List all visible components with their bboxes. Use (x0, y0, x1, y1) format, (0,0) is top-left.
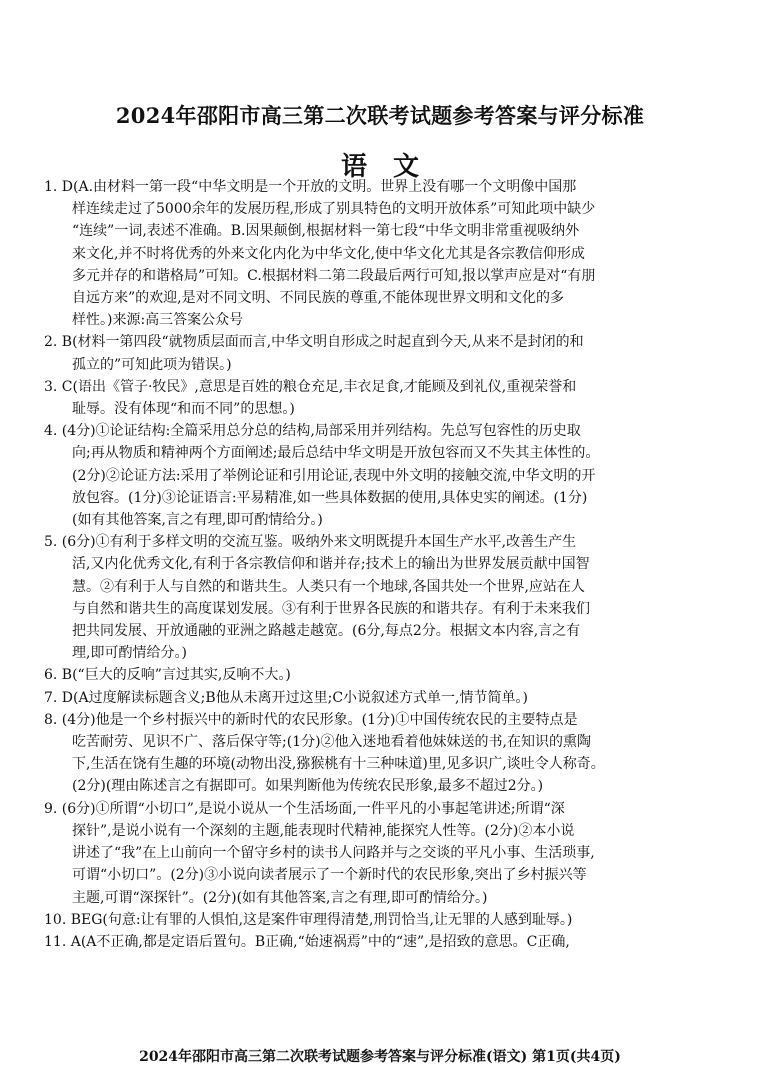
answer-line: 自远方来”的欢迎,是对不同文明、不同民族的尊重,不能体现世界文明和文化的多 (72, 290, 565, 307)
answer-line: 3. C(语出《管子·牧民》,意思是百姓的粮仓充足,丰衣足食,才能顾及到礼仪,重视荣誉和 (44, 378, 577, 395)
answer-line: 吃苦耐劳、见识不广、落后保守等;(1分)②他入迷地看着他妹妹送的书,在知识的熏陶 (72, 734, 591, 751)
answer-line: 可谓“小切口”。(2分)③小说向读者展示了一个新时代的农民形象,突出了乡村振兴等 (72, 867, 587, 884)
answer-item (44, 931, 688, 953)
answer-item (44, 331, 688, 375)
answer-line: (2分)②论证方法:采用了举例论证和引用论证,表现中外文明的接触交流,中华文明的开 (72, 467, 596, 484)
answer-line: 慧。②有利于人与自然的和谐共生。人类只有一个地球,各国共处一个世界,应站在人 (72, 578, 585, 595)
answer-item (44, 909, 688, 931)
answer-item (44, 687, 688, 709)
answer-line: 7. D(A过度解读标题含义;B他从未离开过这里;C小说叙述方式单一,情节简单。) (44, 689, 528, 706)
answer-item (44, 798, 688, 909)
answer-line: 讲述了“我”在上山前向一个留守乡村的读书人问路并与之交谈的平凡小事、生活琐事, (72, 845, 595, 862)
answer-line: 孤立的”可知此项为错误。) (72, 356, 232, 373)
answer-line: 样连续走过了5000余年的发展历程,形成了别具特色的文明开放体系”可知此项中缺少 (72, 201, 596, 218)
answer-line: 向;再从物质和精神两个方面阐述;最后总结中华文明是开放包容而又不失其主体性的。 (72, 445, 600, 462)
answer-line: 来文化,并不时将优秀的外来文化内化为中华文化,使中华文化尤其是各宗教信仰形成 (72, 245, 585, 262)
answer-line: 2. B(材料一第四段“就物质层面而言,中华文明自形成之时起直到今天,从来不是封闭的和 (44, 334, 584, 351)
answer-line: 探针”,是说小说有一个深刻的主题,能表现时代精神,能探究人性等。(2分)②本小说 (72, 822, 575, 839)
subject-heading: 语文 (340, 152, 445, 182)
answer-line: 下,生活在饶有生趣的环境(动物出没,猕猴桃有十三种味道)里,见多识广,谈吐令人称奇。 (72, 756, 605, 773)
answer-item (44, 531, 688, 664)
answer-item (44, 176, 688, 331)
answer-line: 4. (4分)①论证结构:全篇采用总分总的结构,局部采用并列结构。先总写包容性的历史取 (44, 423, 581, 440)
answer-item (44, 376, 688, 420)
answer-line: (2分)(理由陈述言之有据即可。如果判断他为传统农民形象,最多不超过2分。) (72, 778, 544, 795)
answer-line: “连续”一词,表述不准确。B.因果颠倒,根据材料一第七段“中华文明非常重视吸纳外 (72, 223, 580, 240)
answer-line: 5. (6分)①有利于多样文明的交流互鉴。吸纳外来文明既提升本国生产水平,改善生产生 (44, 534, 577, 551)
answer-line: 与自然和谐共生的高度谋划发展。③有利于世界各民族的和谐共存。有利于未来我们 (72, 600, 590, 617)
answer-line: 样性。)来源:高三答案公众号 (72, 312, 244, 329)
answer-list (44, 176, 688, 953)
answer-line: 多元并存的和谐格局”可知。C.根据材料二第二段最后两行可知,报以掌声应是对“有朋 (72, 267, 596, 284)
answer-item (44, 420, 688, 531)
answer-line: 耻辱。没有体现“和而不同”的思想。) (72, 401, 295, 418)
answer-line: (如有其他答案,言之有理,即可酌情给分。) (72, 512, 323, 529)
answer-item (44, 664, 688, 686)
answer-line: 活,又内化优秀文化,有利于各宗教信仰和谐并存;技术上的输出为世界发展贡献中国智 (72, 556, 590, 573)
answer-line: 理,即可酌情给分。) (72, 645, 187, 662)
answer-line: 放包容。(1分)③论证语言:平易精准,如一些具体数据的使用,具体史实的阐述。(1分) (72, 489, 588, 506)
answer-item (44, 709, 688, 798)
answer-line: 把共同发展、开放通融的亚洲之路越走越宽。(6分,每点2分。根据文本内容,言之有 (72, 623, 581, 640)
answer-line: 10. BEG(句意:让有罪的人惧怕,这是案件审理得清楚,刑罚恰当,让无罪的人感到耻辱。) (44, 911, 573, 928)
page-footer: 2024年邵阳市高三第二次联考试题参考答案与评分标准(语文) 第1页(共4页) (139, 1049, 621, 1065)
document-title: 2024年邵阳市高三第二次联考试题参考答案与评分标准 (115, 103, 645, 128)
answer-line: 8. (4分)他是一个乡村振兴中的新时代的农民形象。(1分)①中国传统农民的主要特点是 (44, 711, 578, 728)
answer-line: 1. D(A.由材料一第一段“中华文明是一个开放的文明。世界上没有哪一个文明像中国那 (44, 179, 577, 195)
answer-line: 6. B(“巨大的反响”言过其实,反响不大。) (44, 667, 291, 684)
answer-line: 11. A(A不正确,都是定语后置句。B正确,“始速祸焉”中的“速”,是招致的意思。C正确, (44, 933, 570, 950)
answer-line: 9. (6分)①所谓“小切口”,是说小说从一个生活场面,一件平凡的小事起笔讲述;所谓“深 (44, 800, 565, 817)
answer-line: 主题,可谓“深探针”。(2分)(如有其他答案,言之有理,即可酌情给分。) (72, 889, 488, 906)
